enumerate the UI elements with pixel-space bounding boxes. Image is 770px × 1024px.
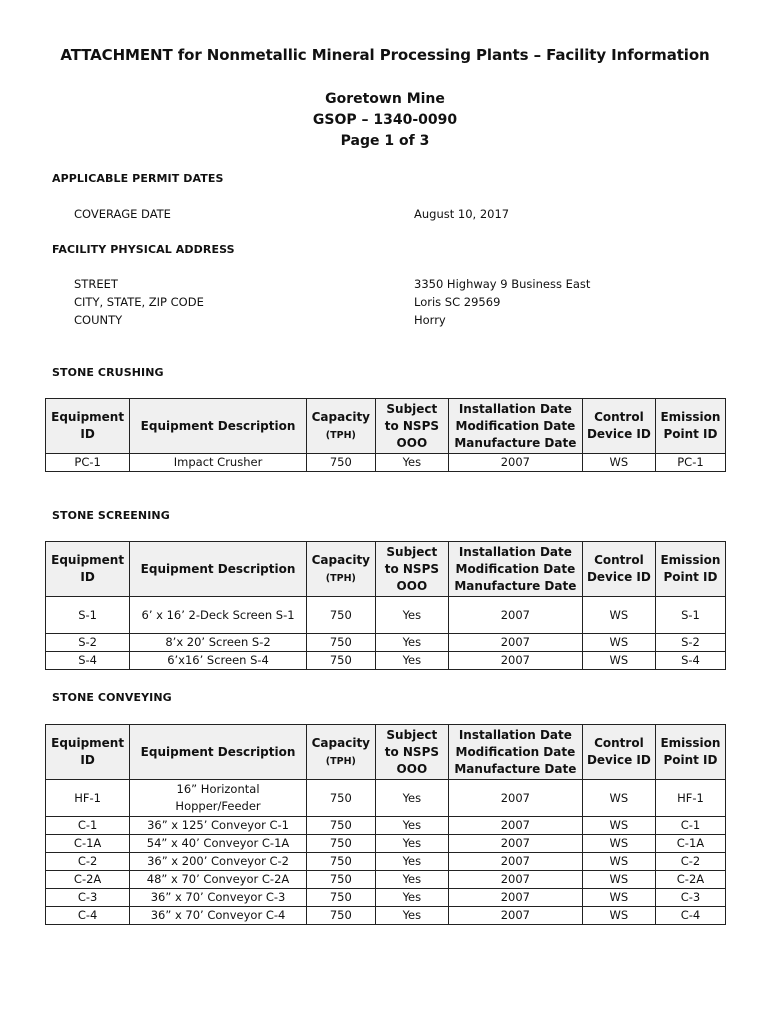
emission-point-cell: S-4 bbox=[655, 652, 725, 670]
column-header-install-date: Installation Date Modification Date Manufacture Date bbox=[448, 399, 582, 454]
nsps-ooo-cell: Yes bbox=[375, 597, 448, 634]
equipment-id-cell: C-1 bbox=[46, 817, 130, 835]
control-device-cell: WS bbox=[582, 835, 655, 853]
column-header-capacity bbox=[306, 725, 375, 780]
capacity-cell: 750 bbox=[306, 835, 375, 853]
column-header-emission-point: Emission Point ID bbox=[655, 542, 725, 597]
column-header-install-date: Installation Date Modification Date Manufacture Date bbox=[448, 725, 582, 780]
column-header-equipment-id: Equipment ID bbox=[46, 542, 130, 597]
emission-point-cell: C-3 bbox=[655, 889, 725, 907]
control-device-cell: WS bbox=[582, 454, 655, 472]
description-cell: 6’ x 16’ 2-Deck Screen S-1 bbox=[130, 597, 307, 634]
city-state-zip-value: Loris SC 29569 bbox=[414, 295, 501, 309]
street-value: 3350 Highway 9 Business East bbox=[414, 277, 591, 291]
control-device-cell: WS bbox=[582, 634, 655, 652]
coverage-date-label: COVERAGE DATE bbox=[74, 207, 171, 221]
install-date-cell: 2007 bbox=[448, 853, 582, 871]
control-device-cell: WS bbox=[582, 780, 655, 817]
install-date-cell: 2007 bbox=[448, 597, 582, 634]
install-date-cell: 2007 bbox=[448, 652, 582, 670]
column-header-nsps-ooo: Subject to NSPS OOO bbox=[375, 725, 448, 780]
emission-point-cell: C-4 bbox=[655, 907, 725, 925]
equipment-id-cell: S-4 bbox=[46, 652, 130, 670]
capacity-cell: 750 bbox=[306, 817, 375, 835]
control-device-cell: WS bbox=[582, 907, 655, 925]
emission-point-cell: C-2 bbox=[655, 853, 725, 871]
capacity-cell: 750 bbox=[306, 871, 375, 889]
install-date-cell: 2007 bbox=[448, 889, 582, 907]
table-row bbox=[46, 817, 726, 835]
coverage-date-value: August 10, 2017 bbox=[414, 207, 510, 221]
county-value: Horry bbox=[414, 313, 446, 327]
description-cell: 36” x 125’ Conveyor C-1 bbox=[130, 817, 307, 835]
permit-number: GSOP – 1340-0090 bbox=[312, 112, 458, 128]
stone-crushing-heading: STONE CRUSHING bbox=[52, 366, 164, 379]
install-date-cell: 2007 bbox=[448, 871, 582, 889]
table-row bbox=[46, 871, 726, 889]
column-header-control-device: Control Device ID bbox=[582, 542, 655, 597]
address-heading: FACILITY PHYSICAL ADDRESS bbox=[52, 243, 235, 256]
stone-crushing-table bbox=[45, 398, 726, 472]
equipment-id-cell: C-3 bbox=[46, 889, 130, 907]
capacity-cell: 750 bbox=[306, 889, 375, 907]
table-row bbox=[46, 907, 726, 925]
column-header-control-device: Control Device ID bbox=[582, 399, 655, 454]
page-indicator: Page 1 of 3 bbox=[340, 133, 430, 149]
control-device-cell: WS bbox=[582, 889, 655, 907]
column-header-nsps-ooo: Subject to NSPS OOO bbox=[375, 399, 448, 454]
control-device-cell: WS bbox=[582, 652, 655, 670]
equipment-id-cell: C-4 bbox=[46, 907, 130, 925]
capacity-unit: (TPH) bbox=[325, 429, 356, 441]
description-cell: 54” x 40’ Conveyor C-1A bbox=[130, 835, 307, 853]
permit-dates-heading: APPLICABLE PERMIT DATES bbox=[52, 172, 224, 185]
equipment-id-cell: HF-1 bbox=[46, 780, 130, 817]
emission-point-cell: C-2A bbox=[655, 871, 725, 889]
mine-name: Goretown Mine bbox=[325, 91, 445, 107]
control-device-cell: WS bbox=[582, 597, 655, 634]
nsps-ooo-cell: Yes bbox=[375, 634, 448, 652]
table-row bbox=[46, 597, 726, 634]
equipment-id-cell: S-1 bbox=[46, 597, 130, 634]
county-label: COUNTY bbox=[74, 313, 123, 327]
equipment-id-cell: PC-1 bbox=[46, 454, 130, 472]
nsps-ooo-cell: Yes bbox=[375, 817, 448, 835]
document-title: ATTACHMENT for Nonmetallic Mineral Processing Plants – Facility Information bbox=[60, 46, 710, 64]
nsps-ooo-cell: Yes bbox=[375, 853, 448, 871]
control-device-cell: WS bbox=[582, 871, 655, 889]
stone-conveying-table bbox=[45, 724, 726, 925]
header-row bbox=[46, 399, 726, 454]
column-header-nsps-ooo: Subject to NSPS OOO bbox=[375, 542, 448, 597]
table-row bbox=[46, 454, 726, 472]
equipment-id-cell: S-2 bbox=[46, 634, 130, 652]
description-cell: 36” x 70’ Conveyor C-4 bbox=[130, 907, 307, 925]
install-date-cell: 2007 bbox=[448, 454, 582, 472]
table-row bbox=[46, 889, 726, 907]
column-header-capacity bbox=[306, 542, 375, 597]
capacity-label: Capacity bbox=[311, 735, 371, 750]
capacity-cell: 750 bbox=[306, 652, 375, 670]
equipment-id-cell: C-2A bbox=[46, 871, 130, 889]
emission-point-cell: S-1 bbox=[655, 597, 725, 634]
capacity-cell: 750 bbox=[306, 907, 375, 925]
nsps-ooo-cell: Yes bbox=[375, 780, 448, 817]
description-cell: 48” x 70’ Conveyor C-2A bbox=[130, 871, 307, 889]
nsps-ooo-cell: Yes bbox=[375, 889, 448, 907]
capacity-cell: 750 bbox=[306, 853, 375, 871]
install-date-cell: 2007 bbox=[448, 907, 582, 925]
description-cell: 8’x 20’ Screen S-2 bbox=[130, 634, 307, 652]
column-header-emission-point: Emission Point ID bbox=[655, 725, 725, 780]
capacity-cell: 750 bbox=[306, 634, 375, 652]
equipment-id-cell: C-1A bbox=[46, 835, 130, 853]
column-header-control-device: Control Device ID bbox=[582, 725, 655, 780]
description-cell: 36” x 200’ Conveyor C-2 bbox=[130, 853, 307, 871]
install-date-cell: 2007 bbox=[448, 780, 582, 817]
nsps-ooo-cell: Yes bbox=[375, 835, 448, 853]
capacity-label: Capacity bbox=[311, 552, 371, 567]
control-device-cell: WS bbox=[582, 853, 655, 871]
table-row bbox=[46, 853, 726, 871]
header-row bbox=[46, 542, 726, 597]
emission-point-cell: C-1 bbox=[655, 817, 725, 835]
nsps-ooo-cell: Yes bbox=[375, 907, 448, 925]
nsps-ooo-cell: Yes bbox=[375, 871, 448, 889]
description-cell: 36” x 70’ Conveyor C-3 bbox=[130, 889, 307, 907]
capacity-label: Capacity bbox=[311, 409, 371, 424]
emission-point-cell: PC-1 bbox=[655, 454, 725, 472]
stone-conveying-heading: STONE CONVEYING bbox=[52, 691, 172, 704]
capacity-cell: 750 bbox=[306, 780, 375, 817]
city-state-zip-label: CITY, STATE, ZIP CODE bbox=[74, 295, 204, 309]
table-row bbox=[46, 780, 726, 817]
description-cell: 16” Horizontal Hopper/Feeder bbox=[130, 780, 307, 817]
emission-point-cell: HF-1 bbox=[655, 780, 725, 817]
table-row bbox=[46, 652, 726, 670]
header-row bbox=[46, 725, 726, 780]
stone-screening-table bbox=[45, 541, 726, 670]
column-header-equipment-id: Equipment ID bbox=[46, 725, 130, 780]
column-header-install-date: Installation Date Modification Date Manufacture Date bbox=[448, 542, 582, 597]
capacity-cell: 750 bbox=[306, 454, 375, 472]
equipment-id-cell: C-2 bbox=[46, 853, 130, 871]
table-row bbox=[46, 835, 726, 853]
stone-screening-heading: STONE SCREENING bbox=[52, 509, 170, 522]
install-date-cell: 2007 bbox=[448, 634, 582, 652]
column-header-description: Equipment Description bbox=[130, 542, 307, 597]
install-date-cell: 2007 bbox=[448, 817, 582, 835]
emission-point-cell: C-1A bbox=[655, 835, 725, 853]
install-date-cell: 2007 bbox=[448, 835, 582, 853]
nsps-ooo-cell: Yes bbox=[375, 454, 448, 472]
control-device-cell: WS bbox=[582, 817, 655, 835]
column-header-emission-point: Emission Point ID bbox=[655, 399, 725, 454]
column-header-description: Equipment Description bbox=[130, 725, 307, 780]
description-cell: Impact Crusher bbox=[130, 454, 307, 472]
capacity-unit: (TPH) bbox=[325, 572, 356, 584]
description-cell: 6’x16’ Screen S-4 bbox=[130, 652, 307, 670]
capacity-unit: (TPH) bbox=[325, 755, 356, 767]
street-label: STREET bbox=[74, 277, 118, 291]
capacity-cell: 750 bbox=[306, 597, 375, 634]
column-header-description: Equipment Description bbox=[130, 399, 307, 454]
emission-point-cell: S-2 bbox=[655, 634, 725, 652]
column-header-equipment-id: Equipment ID bbox=[46, 399, 130, 454]
table-row bbox=[46, 634, 726, 652]
column-header-capacity bbox=[306, 399, 375, 454]
nsps-ooo-cell: Yes bbox=[375, 652, 448, 670]
